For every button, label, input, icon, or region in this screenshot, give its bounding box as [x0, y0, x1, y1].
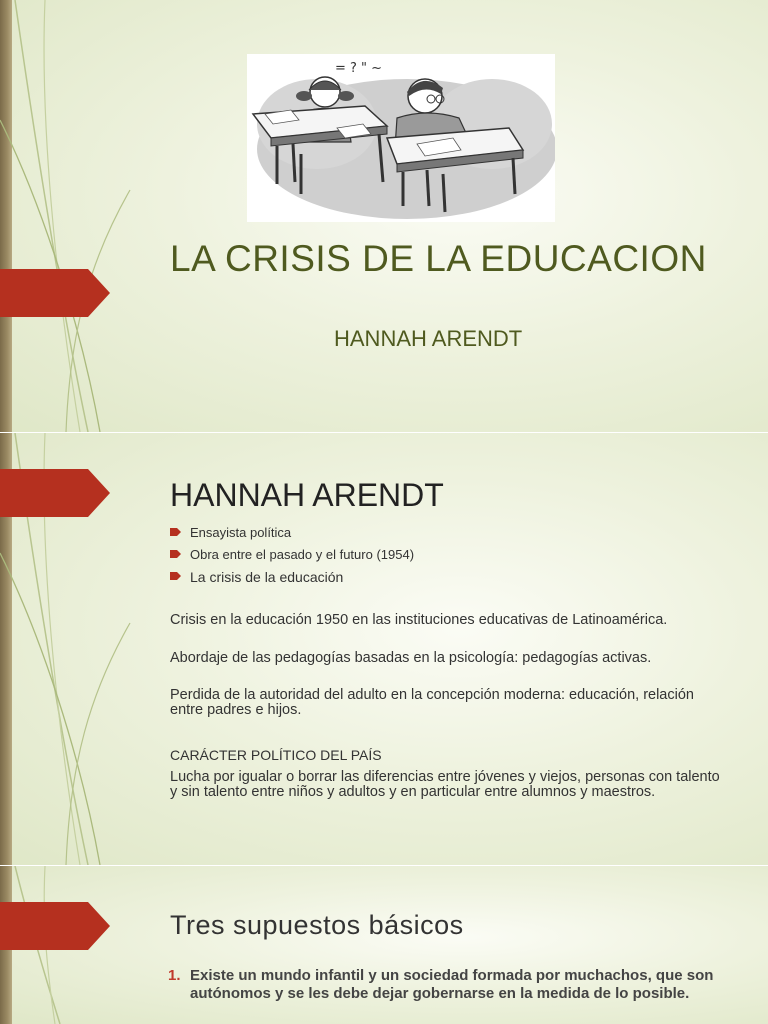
section-text: Lucha por igualar o borrar las diferencias entre jóvenes y viejos, personas con talento y sin talento entre niños y adultos y en particular entre alumnos y maestros.: [170, 769, 720, 800]
red-arrow-tab: [0, 902, 110, 950]
slide-2: [0, 433, 768, 866]
slide-title: LA CRISIS DE LA EDUCACION: [170, 238, 707, 279]
bullet-list: [170, 525, 414, 591]
speech-marks: = ? " ~: [335, 61, 383, 76]
slide-subtitle: HANNAH ARENDT: [334, 326, 523, 351]
slide-3: [0, 866, 768, 1024]
bullet-item: Obra entre el pasado y el futuro (1954): [170, 547, 414, 563]
red-arrow-tab: [0, 269, 110, 317]
slide-title: Tres supuestos básicos: [170, 910, 464, 940]
arrow-bullet-icon: [170, 528, 181, 536]
red-arrow-tab: [0, 469, 110, 517]
item-number: 1.: [168, 967, 181, 984]
decorative-swoosh: [0, 0, 150, 432]
paragraph: Perdida de la autoridad del adulto en la concepción moderna: educación, relación entre padres e hijos.: [170, 687, 694, 718]
arrow-bullet-icon: [170, 550, 181, 558]
slide-title: HANNAH ARENDT: [170, 477, 444, 513]
item-text: Existe un mundo infantil y un sociedad formada por muchachos, que son autónomos y se les debe dejar gobernarse en la medida de lo posible.: [190, 967, 714, 1002]
section-heading: CARÁCTER POLÍTICO DEL PAÍS: [170, 747, 382, 763]
paragraph: Abordaje de las pedagogías basadas en la psicología: pedagogías activas.: [170, 650, 652, 666]
bullet-item: Ensayista política: [170, 525, 414, 541]
paragraph: Crisis en la educación 1950 en las instituciones educativas de Latinoamérica.: [170, 612, 668, 628]
slide-1: [0, 0, 768, 433]
arrow-bullet-icon: [170, 572, 181, 580]
numbered-item: [168, 967, 738, 1003]
classroom-illustration: [247, 54, 555, 222]
bullet-item: La crisis de la educación: [170, 569, 414, 585]
